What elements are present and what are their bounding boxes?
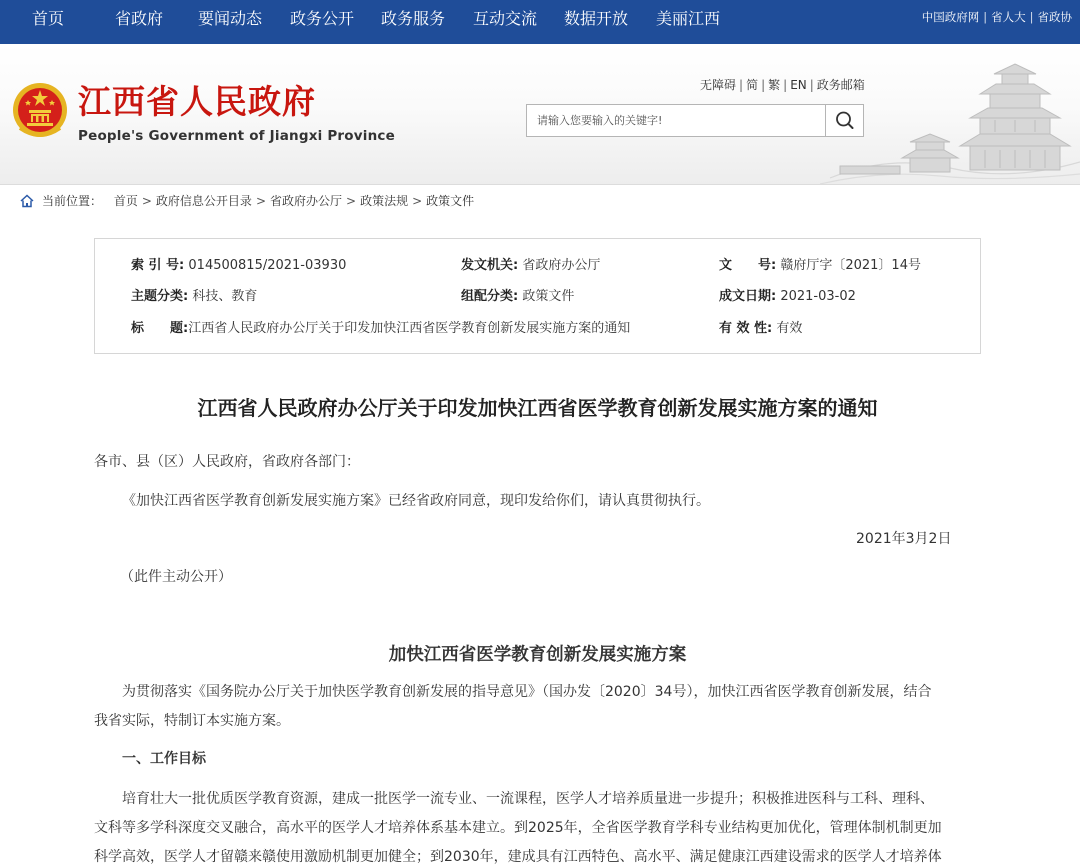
info-topic xyxy=(131,288,257,306)
info-topic-value: 科技、教育 xyxy=(192,289,258,304)
link-provincial-congress[interactable]: 省人大 xyxy=(991,10,1026,24)
breadcrumb-info-catalog[interactable]: 政府信息公开目录 xyxy=(155,194,252,208)
national-emblem-icon xyxy=(12,80,68,140)
info-validity xyxy=(719,320,802,338)
info-date-label: 成文日期: xyxy=(719,289,777,304)
link-english[interactable]: EN xyxy=(790,78,807,92)
breadcrumb-home[interactable]: 首页 xyxy=(113,194,138,208)
article-body: 《加快江西省医学教育创新发展实施方案》已经省政府同意，现印发给你们，请认真贯彻执行。 xyxy=(122,493,710,509)
info-docno-value: 赣府厅字〔2021〕14号 xyxy=(780,258,921,273)
separator: | xyxy=(761,78,766,92)
separator: > xyxy=(346,194,357,208)
goal-line3: 科学高效，医学人才留赣来赣使用激励机制更加健全；到2030年，建成具有江西特色、高水平、满足健康江西建设需求的医学人才培养体 xyxy=(94,849,942,865)
info-category xyxy=(461,288,574,306)
separator: > xyxy=(255,194,266,208)
tengwang-pavilion-illustration xyxy=(820,58,1080,184)
article-disclosure: （此件主动公开） xyxy=(120,569,232,585)
nav-news[interactable]: 要闻动态 xyxy=(198,9,263,28)
goal-line1: 培育壮大一批优质医学教育资源，建成一批医学一流专业、一流课程，医学人才培养质量进一步提升；积极推进医科与工科、理科、 xyxy=(122,791,934,807)
nav-gov-affairs-open[interactable]: 政务公开 xyxy=(290,9,355,28)
site-title[interactable]: 江西省人民政府 xyxy=(78,82,316,121)
info-issuer xyxy=(461,257,600,275)
article-title: 江西省人民政府办公厅关于印发加快江西省医学教育创新发展实施方案的通知 xyxy=(197,396,878,420)
info-title-value: 江西省人民政府办公厅关于印发加快江西省医学教育创新发展实施方案的通知 xyxy=(188,321,631,336)
info-index-number xyxy=(131,257,346,275)
link-china-gov[interactable]: 中国政府网 xyxy=(921,10,980,24)
breadcrumb-policy-documents[interactable]: 政策文件 xyxy=(426,194,475,208)
nav-gov-services[interactable]: 政务服务 xyxy=(381,9,446,28)
article-salutation: 各市、县（区）人民政府，省政府各部门： xyxy=(94,454,360,470)
link-traditional[interactable]: 繁 xyxy=(768,78,781,92)
search-box xyxy=(526,104,864,137)
info-issuer-value: 省政府办公厅 xyxy=(522,258,601,273)
top-nav-bar xyxy=(0,0,1080,44)
breadcrumb-policies[interactable]: 政策法规 xyxy=(360,194,409,208)
info-validity-value: 有效 xyxy=(776,321,803,336)
site-subtitle: People's Government of Jiangxi Province xyxy=(78,128,395,144)
separator: > xyxy=(412,194,423,208)
separator: > xyxy=(141,194,152,208)
separator: | xyxy=(739,78,744,92)
goal-line2: 文科等多学科深度交叉融合，高水平的医学人才培养体系基本建立。到2025年，全省医学教育学科专业结构更加优化，管理体制机制更加 xyxy=(94,820,942,836)
separator: | xyxy=(1029,10,1034,24)
info-index-label: 索 引 号: xyxy=(131,258,185,273)
nav-beautiful-jiangxi[interactable]: 美丽江西 xyxy=(656,9,721,28)
home-icon xyxy=(20,194,34,208)
info-validity-label: 有 效 性: xyxy=(719,321,773,336)
separator: | xyxy=(783,78,788,92)
plan-title: 加快江西省医学教育创新发展实施方案 xyxy=(388,645,687,665)
section-heading: 一、工作目标 xyxy=(122,751,206,767)
info-title-label: 标 题: xyxy=(131,321,189,336)
nav-interaction[interactable]: 互动交流 xyxy=(473,9,538,28)
info-index-value: 014500815/2021-03930 xyxy=(188,258,347,273)
link-gov-mail[interactable]: 政务邮箱 xyxy=(816,78,865,92)
nav-home[interactable]: 首页 xyxy=(32,9,65,28)
external-links xyxy=(922,9,1072,25)
info-title xyxy=(131,320,630,338)
info-doc-number xyxy=(719,257,921,275)
nav-provincial-gov[interactable]: 省政府 xyxy=(115,9,164,28)
search-input[interactable] xyxy=(527,105,825,136)
site-header xyxy=(0,44,1080,184)
link-cppcc[interactable]: 省政协 xyxy=(1037,10,1072,24)
info-category-label: 组配分类: xyxy=(461,289,519,304)
breadcrumb xyxy=(0,184,1080,218)
info-issuer-label: 发文机关: xyxy=(461,258,519,273)
separator: | xyxy=(983,10,988,24)
link-simplified[interactable]: 简 xyxy=(746,78,759,92)
breadcrumb-label: 当前位置： xyxy=(42,194,103,208)
info-topic-label: 主题分类: xyxy=(131,289,189,304)
plan-intro-line1: 为贯彻落实《国务院办公厅关于加快医学教育创新发展的指导意见》（国办发〔2020〕34号），加快江西省医学教育创新发展，结合 xyxy=(122,684,932,700)
breadcrumb-general-office[interactable]: 省政府办公厅 xyxy=(270,194,343,208)
article-date: 2021年3月2日 xyxy=(856,531,952,547)
separator: | xyxy=(809,78,814,92)
info-date xyxy=(719,288,856,306)
document-info-box xyxy=(94,238,981,354)
info-category-value: 政策文件 xyxy=(522,289,575,304)
info-docno-label: 文 号: xyxy=(719,258,777,273)
plan-intro-line2: 我省实际，特制订本实施方案。 xyxy=(94,713,290,729)
nav-open-data[interactable]: 数据开放 xyxy=(564,9,629,28)
info-date-value: 2021-03-02 xyxy=(780,289,856,304)
link-accessibility[interactable]: 无障碍 xyxy=(700,78,737,92)
